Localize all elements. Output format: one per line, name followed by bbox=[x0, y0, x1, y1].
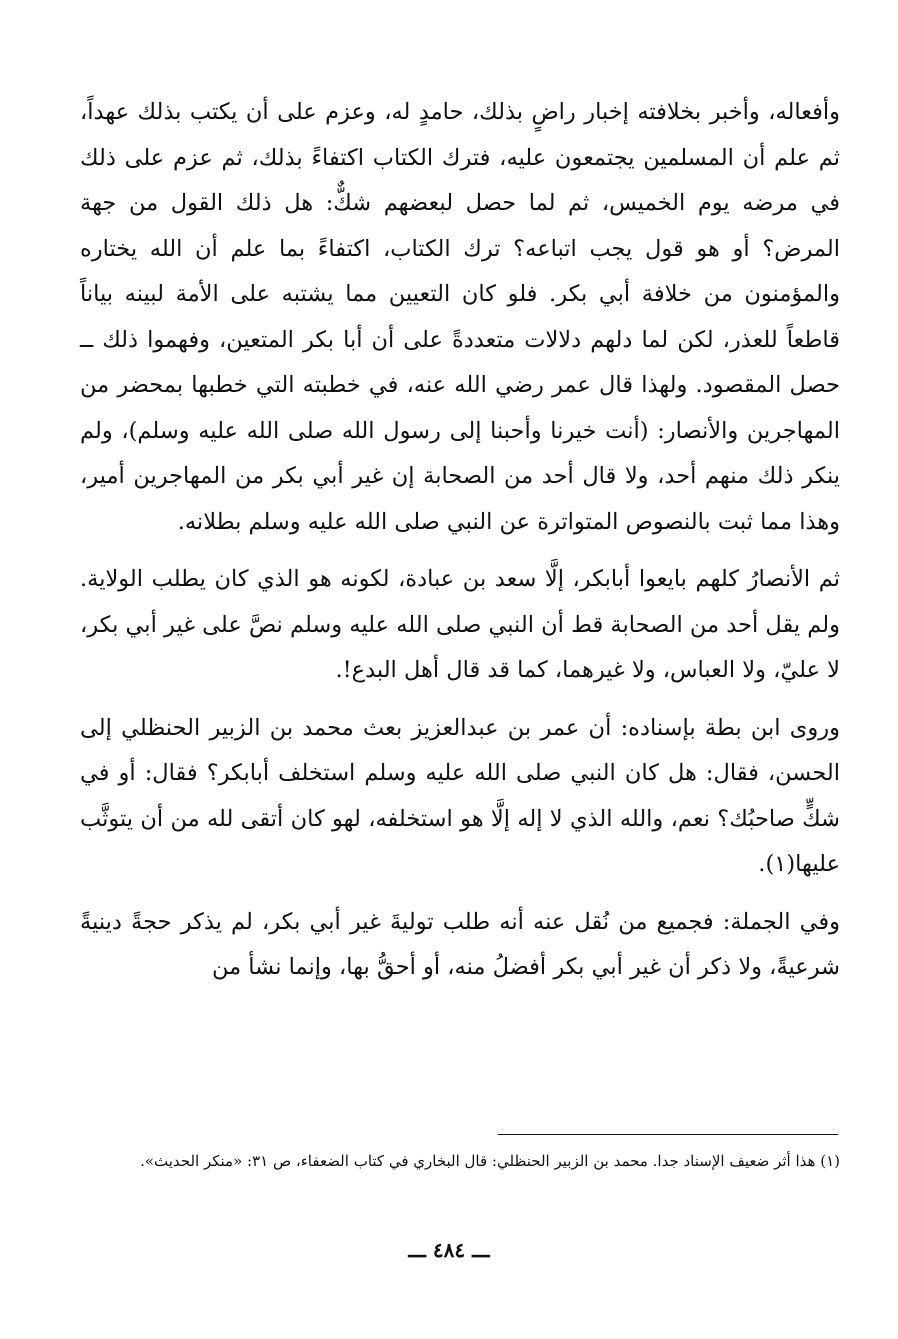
main-text bbox=[80, 90, 840, 991]
footnote: (١) هذا أثر ضعيف الإسناد جدا. محمد بن الزبير الحنظلي: قال البخاري في كتاب الضعفاء، ص ٣١: «منكر الحديث». bbox=[140, 1152, 840, 1170]
paragraph-1: وأفعاله، وأخبر بخلافته إخبار راضٍ بذلك، حامدٍ له، وعزم على أن يكتب بذلك عهداً، ثم علم أن المسلمين يجتمعون عليه، فترك الكتاب اكتفاءً بذلك، ثم عزم على ذلك في مرضه يوم الخميس، ثم لما حصل لبعضهم شكٌّ: هل ذلك القول من جهة المرض؟ أو هو قول يجب اتباعه؟ ترك الكتاب، اكتفاءً بما علم أن الله يختاره والمؤمنون من خلافة أبي بكر. فلو كان التعيين مما يشتبه على الأمة لبينه بياناً قاطعاً للعذر، لكن لما دلهم دلالات متعددةً على أن أبا بكر المتعين، وفهموا ذلك ــ حصل المقصود. ولهذا قال عمر رضي الله عنه، في خطبته التي خطبها بمحضر من المهاجرين والأنصار: (أنت خيرنا وأحبنا إلى رسول الله صلى الله عليه وسلم)، ولم ينكر ذلك منهم أحد، ولا قال أحد من الصحابة إن غير أبي بكر من المهاجرين أمير، وهذا مما ثبت بالنصوص المتواترة عن النبي صلى الله عليه وسلم بطلانه. bbox=[80, 99, 840, 535]
paragraph-4: وفي الجملة: فجميع من نُقل عنه أنه طلب توليةَ غير أبي بكر، لم يذكر حجةً دينيةً شرعيةً، ولا ذكر أن غير أبي بكر أفضلُ منه، أو أحقُّ بها، وإنما نشأ من bbox=[80, 908, 840, 980]
paragraph-3: وروى ابن بطة بإسناده: أن عمر بن عبدالعزيز بعث محمد بن الزبير الحنظلي إلى الحسن، فقال: هل كان النبي صلى الله عليه وسلم استخلف أبابكر؟ فقال: أو في شكٍّ صاحبُك؟ نعم، والله الذي لا إله إلَّا هو استخلفه، لهو كان أتقى لله من أن يتوثَّب عليها(١). bbox=[80, 714, 840, 877]
page-number: ـــ ٤٨٤ ـــ bbox=[408, 1238, 490, 1262]
paragraph-2: ثم الأنصارُ كلهم بايعوا أبابكر، إلَّا سعد بن عبادة، لكونه هو الذي كان يطلب الولاية. ولم يقل أحد من الصحابة قط أن النبي صلى الله عليه وسلم نصَّ على غير أبي بكر، لا عليّ، ولا العباس، ولا غيرهما، كما قد قال أهل البدع!. bbox=[80, 566, 840, 683]
footnote-separator bbox=[498, 1134, 838, 1135]
